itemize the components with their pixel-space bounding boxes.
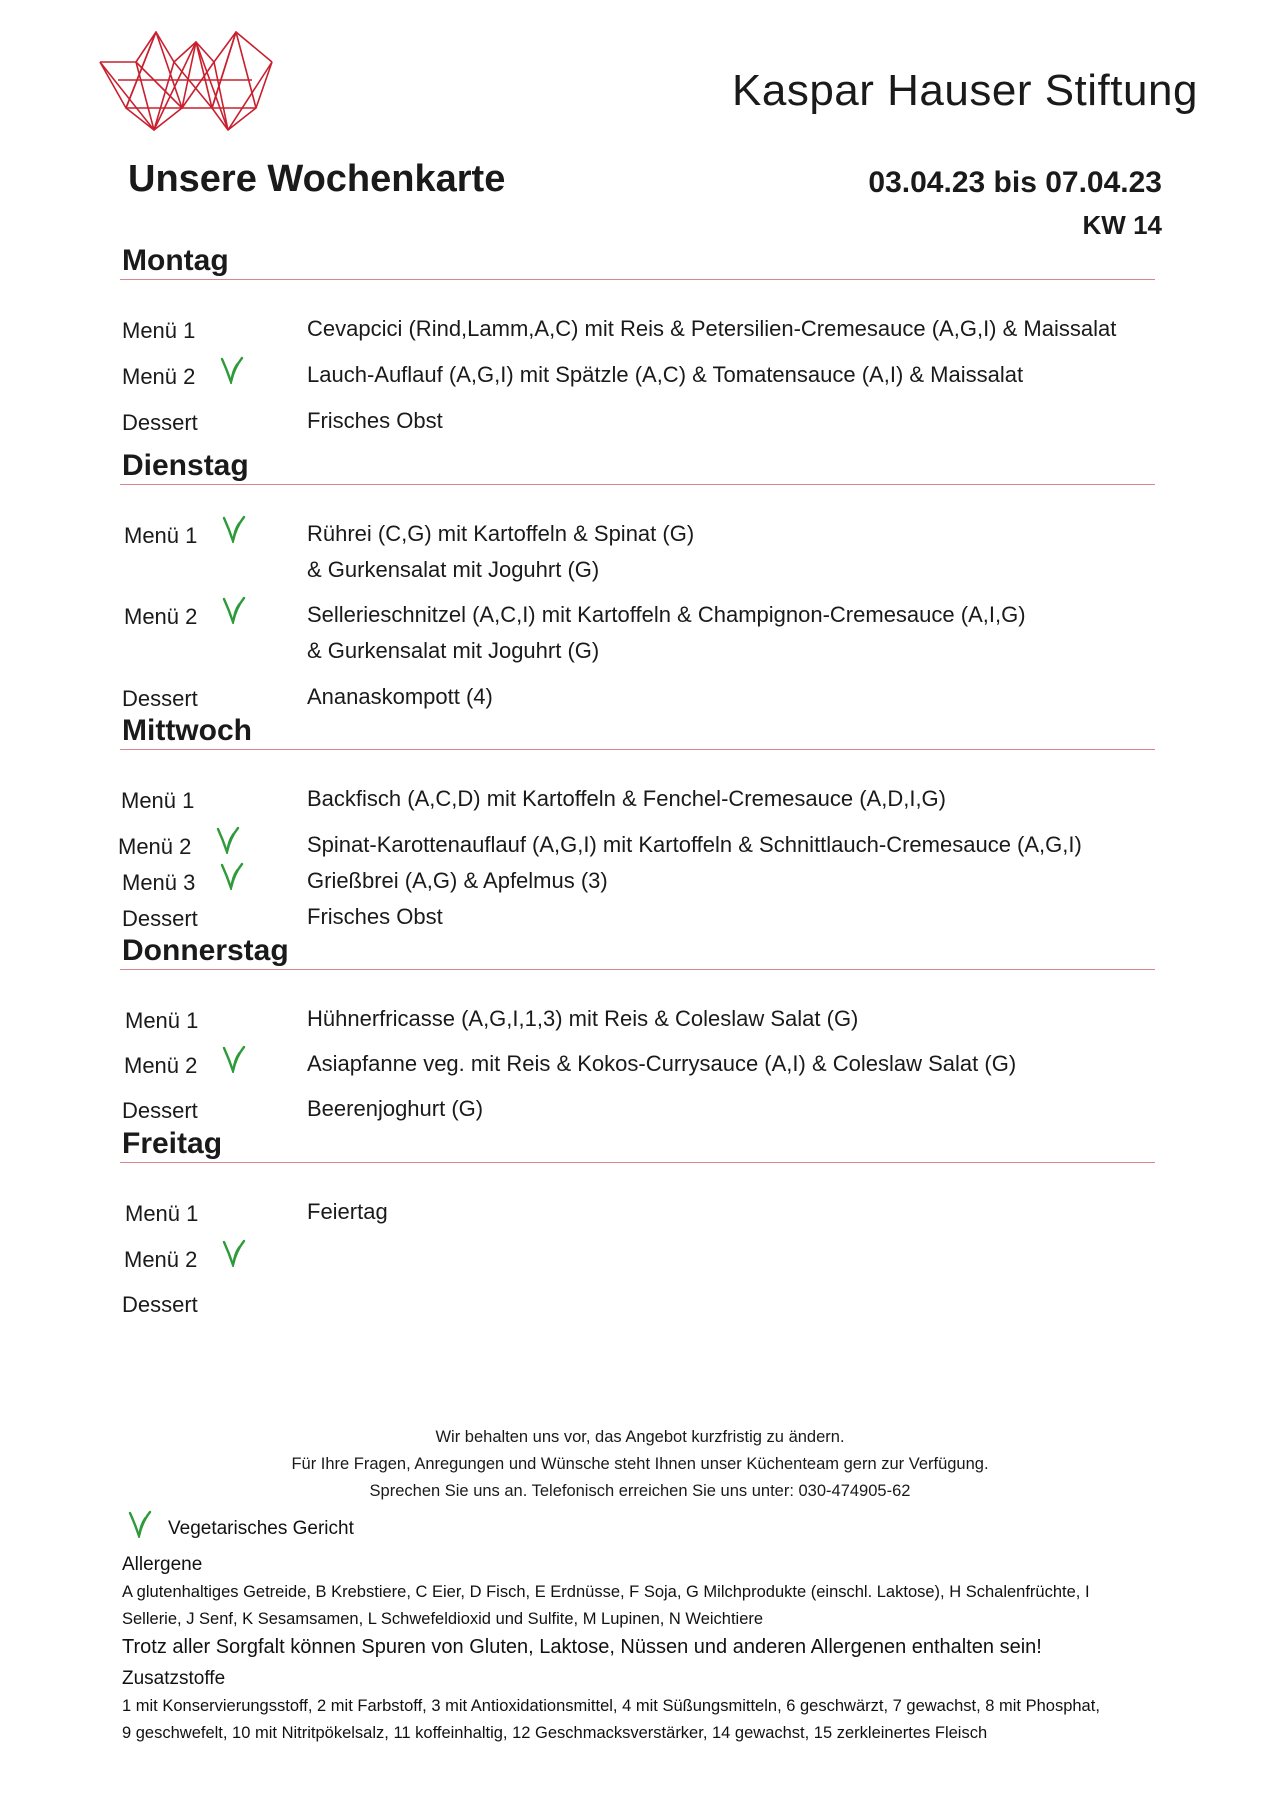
- allergens-line: Sellerie, J Senf, K Sesamsamen, L Schwefeldioxid und Sulfite, M Lupinen, N Weichtiere: [122, 1610, 764, 1628]
- menu-item-label: Menü 2: [124, 1247, 198, 1272]
- menu-item-label: Dessert: [122, 1098, 198, 1123]
- menu-item-label: Menü 2: [122, 364, 196, 389]
- dish-text: Asiapfanne veg. mit Reis & Kokos-Currysauce (A,I) & Coleslaw Salat (G): [307, 1051, 1017, 1076]
- dish-text: Ananaskompott (4): [307, 684, 493, 709]
- leaf-icon: [216, 826, 240, 854]
- day-divider: [120, 749, 1155, 750]
- leaf-icon: [222, 515, 246, 543]
- menu-item-label: Menü 1: [125, 1008, 199, 1033]
- leaf-icon: [220, 356, 244, 384]
- menu-item-label: Dessert: [122, 1292, 198, 1317]
- menu-item-label: Menü 3: [122, 870, 196, 895]
- day-heading-mittwoch: Mittwoch: [122, 714, 252, 747]
- dish-text: Beerenjoghurt (G): [307, 1096, 484, 1121]
- dish-text: & Gurkensalat mit Joguhrt (G): [307, 638, 600, 663]
- dish-text: Hühnerfricasse (A,G,I,1,3) mit Reis & Coleslaw Salat (G): [307, 1006, 859, 1031]
- menu-item-label: Menü 1: [125, 1201, 199, 1226]
- day-divider: [120, 969, 1155, 970]
- dish-text: Feiertag: [307, 1199, 388, 1224]
- menu-item-label: Dessert: [122, 906, 198, 931]
- additives-line: 9 geschwefelt, 10 mit Nitritpökelsalz, 11 koffeinhaltig, 12 Geschmacksverstärker, 14 gewachst, 15 zerkleinertes Fleisch: [122, 1724, 988, 1742]
- allergens-heading: Allergene: [122, 1554, 203, 1575]
- dish-text: Frisches Obst: [307, 904, 443, 929]
- dish-text: Backfisch (A,C,D) mit Kartoffeln & Fenchel-Cremesauce (A,D,I,G): [307, 786, 946, 811]
- page-title: Unsere Wochenkarte: [128, 158, 506, 200]
- dish-text: Lauch-Auflauf (A,G,I) mit Spätzle (A,C) & Tomatensauce (A,I) & Maissalat: [307, 362, 1024, 387]
- day-divider: [120, 484, 1155, 485]
- organization-name: Kaspar Hauser Stiftung: [732, 66, 1198, 115]
- leaf-icon: [222, 596, 246, 624]
- menu-item-label: Dessert: [122, 410, 198, 435]
- vegetarian-legend: Vegetarisches Gericht: [168, 1518, 354, 1539]
- traces-note: Trotz aller Sorgfalt können Spuren von Gluten, Laktose, Nüssen und anderen Allergenen enthalten sein!: [122, 1636, 1042, 1658]
- leaf-icon: [128, 1510, 152, 1538]
- dish-text: Frisches Obst: [307, 408, 443, 433]
- crown-logo: [96, 30, 276, 132]
- footer-note: Sprechen Sie uns an. Telefonisch erreichen Sie uns unter: 030-474905-62: [369, 1482, 911, 1500]
- date-range: 03.04.23 bis 07.04.23: [868, 166, 1162, 199]
- dish-text: Cevapcici (Rind,Lamm,A,C) mit Reis & Petersilien-Cremesauce (A,G,I) & Maissalat: [307, 316, 1117, 341]
- day-heading-donnerstag: Donnerstag: [122, 934, 289, 967]
- menu-item-label: Menü 2: [124, 1053, 198, 1078]
- calendar-week: KW 14: [1082, 210, 1162, 240]
- menu-item-label: Menü 2: [124, 604, 198, 629]
- allergens-line: A glutenhaltiges Getreide, B Krebstiere, C Eier, D Fisch, E Erdnüsse, F Soja, G Milchprodukte (einschl. Laktose), H Schalenfrüchte, I: [122, 1583, 1090, 1601]
- dish-text: Rührei (C,G) mit Kartoffeln & Spinat (G): [307, 521, 695, 546]
- menu-item-label: Menü 1: [122, 318, 196, 343]
- additives-line: 1 mit Konservierungsstoff, 2 mit Farbstoff, 3 mit Antioxidationsmittel, 4 mit Süßungsmitteln, 6 geschwärzt, 7 gewachst, 8 mit Phosphat,: [122, 1697, 1100, 1715]
- footer-note: Wir behalten uns vor, das Angebot kurzfristig zu ändern.: [435, 1428, 845, 1446]
- menu-item-label: Menü 2: [118, 834, 192, 859]
- menu-item-label: Menü 1: [121, 788, 195, 813]
- day-heading-montag: Montag: [122, 244, 229, 277]
- day-divider: [120, 1162, 1155, 1163]
- menu-item-label: Dessert: [122, 686, 198, 711]
- additives-heading: Zusatzstoffe: [122, 1668, 226, 1689]
- day-divider: [120, 279, 1155, 280]
- leaf-icon: [222, 1239, 246, 1267]
- leaf-icon: [222, 1045, 246, 1073]
- day-heading-dienstag: Dienstag: [122, 449, 249, 482]
- dish-text: & Gurkensalat mit Joguhrt (G): [307, 557, 600, 582]
- menu-item-label: Menü 1: [124, 523, 198, 548]
- dish-text: Sellerieschnitzel (A,C,I) mit Kartoffeln & Champignon-Cremesauce (A,I,G): [307, 602, 1026, 627]
- dish-text: Spinat-Karottenauflauf (A,G,I) mit Kartoffeln & Schnittlauch-Cremesauce (A,G,I): [307, 832, 1082, 857]
- day-heading-freitag: Freitag: [122, 1127, 223, 1160]
- leaf-icon: [220, 862, 244, 890]
- footer-note: Für Ihre Fragen, Anregungen und Wünsche steht Ihnen unser Küchenteam gern zur Verfügung.: [291, 1455, 989, 1473]
- dish-text: Grießbrei (A,G) & Apfelmus (3): [307, 868, 608, 893]
